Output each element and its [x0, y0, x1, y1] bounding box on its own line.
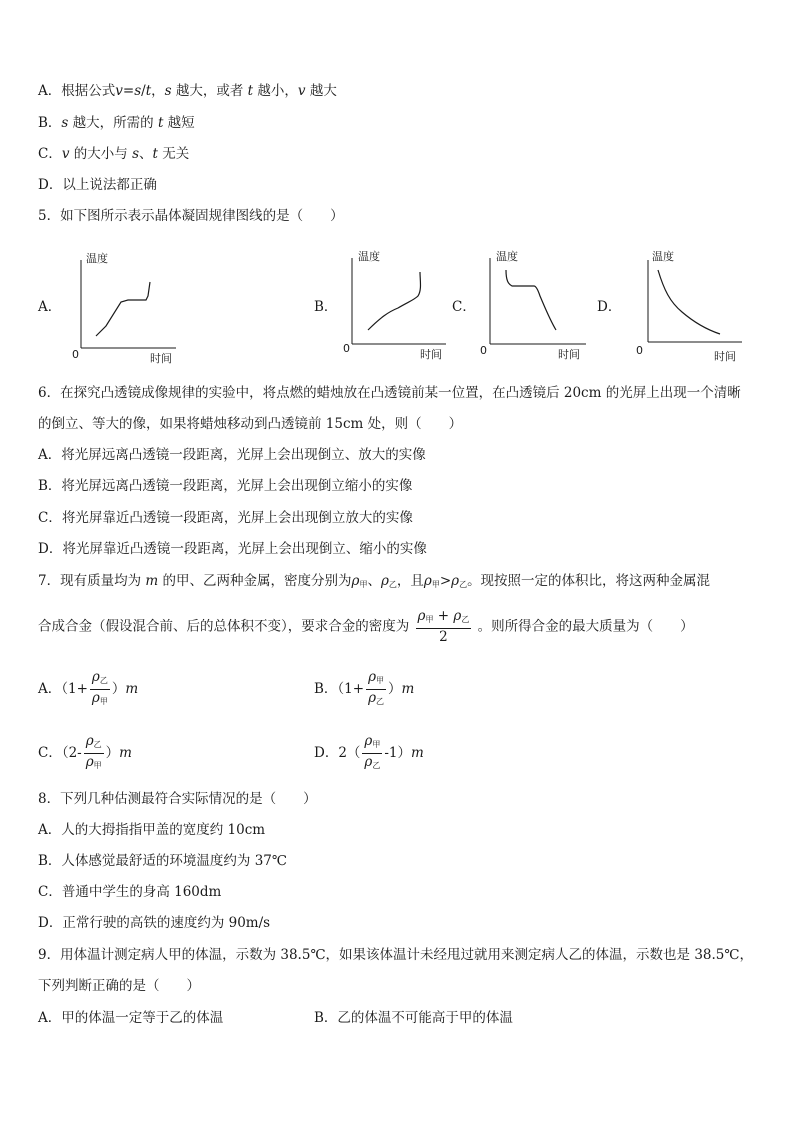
sub-jia: 甲: [93, 761, 102, 770]
graph-d-curve: [658, 270, 720, 334]
var-m: m: [145, 573, 159, 589]
text: ）: [388, 681, 402, 697]
q4-option-a-text: A．根据公式: [38, 83, 116, 99]
rho-symbol: ρ: [380, 573, 389, 589]
text: 的大小与: [69, 146, 133, 162]
rho-symbol: ρ: [85, 733, 94, 749]
text: C．（2-: [38, 745, 82, 761]
fraction-denominator: 2: [439, 629, 448, 645]
graph-a-curve: [96, 282, 150, 336]
q6-option-c: C．将光屏靠近凸透镜一段距离，光屏上会出现倒立放大的实像: [38, 510, 413, 526]
var-t: t: [247, 83, 254, 99]
text: D．2（: [314, 745, 361, 761]
q7-option-a: [38, 669, 138, 710]
q5-option-c-label: C．: [452, 299, 476, 315]
text: 越大: [305, 83, 337, 99]
q7-option-d: [314, 733, 424, 774]
text: 合成合金（假设混合前、后的总体积不变），要求合金的密度为: [38, 618, 410, 635]
sub-jia: 甲: [376, 676, 385, 685]
q5-option-b-label: B．: [314, 299, 338, 315]
q9-stem-line2: 下列判断正确的是（ ）: [38, 978, 200, 994]
var-m: m: [125, 681, 139, 697]
sub-yi: 乙: [388, 580, 397, 589]
sub-yi: 乙: [372, 761, 381, 770]
text: 的甲、乙两种金属，密度分别为: [158, 573, 352, 589]
text: 、: [139, 146, 153, 162]
graph-c-xlabel: 时间: [558, 348, 580, 361]
rho-symbol: ρ: [368, 690, 377, 706]
var-m: m: [401, 681, 415, 697]
fraction-a: [90, 669, 110, 710]
var-t: t: [152, 146, 158, 162]
q8-option-b: B．人体感觉最舒适的环境温度约为 37℃: [38, 853, 287, 869]
text: 。现按照一定的体积比，将这两种金属混: [467, 573, 711, 589]
text: 。则所得合金的最大质量为（ ）: [477, 618, 694, 635]
graph-b-xlabel: 时间: [420, 348, 442, 361]
q4-option-c: [38, 145, 189, 163]
fraction-b: [366, 669, 386, 710]
formula-eq: =: [122, 83, 135, 99]
var-s: s: [61, 115, 69, 131]
var-s: s: [164, 83, 172, 99]
q6-stem-line2: 的倒立、等大的像，如果将蜡烛移动到凸透镜前 15cm 处，则（ ）: [38, 416, 463, 432]
graph-c-ylabel: 温度: [496, 250, 518, 263]
sub-yi: 乙: [93, 740, 102, 749]
plus-sign: +: [437, 608, 450, 624]
q5-option-d-label: D．: [597, 299, 622, 315]
sub-jia: 甲: [431, 580, 440, 589]
sub-jia: 甲: [425, 615, 434, 624]
rho-symbol: ρ: [91, 669, 100, 685]
graph-a-origin: 0: [72, 348, 79, 361]
q4-option-b: [38, 114, 195, 132]
formula-slash: /: [141, 83, 146, 99]
var-s: s: [132, 146, 140, 162]
text: ，且: [396, 573, 424, 589]
fraction-c: [84, 733, 104, 774]
q5-option-a-label: A．: [38, 299, 62, 315]
q7-stem-line2: [38, 608, 694, 646]
graph-c: [476, 244, 596, 364]
text: B．: [38, 115, 62, 131]
formula-v: v: [115, 83, 123, 99]
rho-symbol: ρ: [364, 733, 373, 749]
rho-symbol: ρ: [368, 669, 377, 685]
q7-option-b: [314, 669, 414, 710]
graph-b: [336, 244, 456, 364]
q7-option-c: [38, 733, 132, 774]
gt-sign: >: [439, 573, 452, 589]
var-v: v: [297, 83, 306, 99]
q5-stem: 5．如下图所示表示晶体凝固规律图线的是（ ）: [38, 208, 344, 224]
graph-d-xlabel: 时间: [714, 350, 736, 363]
fraction-d: [362, 733, 382, 774]
q6-option-a: A．将光屏远离凸透镜一段距离，光屏上会出现倒立、放大的实像: [38, 447, 426, 463]
text: ）: [111, 681, 126, 697]
text: C．: [38, 146, 62, 162]
text: -1）: [384, 745, 412, 761]
var-t: t: [157, 115, 164, 131]
sub-jia: 甲: [99, 697, 108, 706]
rho-symbol: ρ: [91, 690, 100, 706]
rho-symbol: ρ: [364, 754, 373, 770]
formula-t: t: [145, 83, 152, 99]
text: 越大，或者: [171, 83, 248, 99]
text: 越小，: [253, 83, 298, 99]
graph-d-ylabel: 温度: [652, 250, 674, 263]
formula-s: s: [134, 83, 142, 99]
q9-option-a: A．甲的体温一定等于乙的体温: [38, 1010, 224, 1026]
var-v: v: [61, 146, 70, 162]
var-m: m: [119, 745, 132, 761]
text: A．（1+: [38, 681, 88, 697]
text: ，: [151, 83, 165, 99]
rho-symbol: ρ: [85, 754, 94, 770]
graph-a-xlabel: 时间: [150, 352, 172, 365]
var-m: m: [411, 745, 424, 761]
graph-a: [66, 246, 186, 366]
graph-d-origin: 0: [636, 344, 643, 357]
rho-symbol: ρ: [417, 608, 426, 624]
q9-stem-line1: 9．用体温计测定病人甲的体温，示数为 38.5℃，如果该体温计未经甩过就用来测定病人乙的体温，示数也是 38.5℃，: [38, 947, 753, 963]
sub-jia: 甲: [359, 580, 368, 589]
q4-option-d: D．以上说法都正确: [38, 177, 157, 193]
q8-stem: 8．下列几种估测最符合实际情况的是（ ）: [38, 791, 317, 807]
graph-a-ylabel: 温度: [86, 252, 108, 265]
q8-option-d: D．正常行驶的高铁的速度约为 90m/s: [38, 915, 271, 931]
density-fraction: [416, 608, 472, 646]
q6-option-b: B．将光屏远离凸透镜一段距离，光屏上会出现倒立缩小的实像: [38, 478, 413, 494]
sub-yi: 乙: [99, 676, 108, 685]
graph-b-ylabel: 温度: [358, 250, 380, 263]
q9-option-b: B．乙的体温不可能高于甲的体温: [314, 1010, 513, 1026]
graph-d: [638, 246, 758, 366]
q6-stem-line1: 6．在探究凸透镜成像规律的实验中，将点燃的蜡烛放在凸透镜前某一位置，在凸透镜后 20cm 的光屏上出现一个清晰: [38, 385, 741, 401]
q8-option-c: C．普通中学生的身高 160dm: [38, 884, 222, 900]
text: ）: [105, 745, 120, 761]
graph-c-origin: 0: [480, 344, 487, 357]
rho-symbol: ρ: [351, 573, 360, 589]
graph-c-curve: [506, 270, 556, 330]
graph-b-curve: [368, 272, 421, 330]
text: 越短: [163, 115, 195, 131]
q7-stem-line1: [38, 572, 710, 594]
sub-jia: 甲: [372, 740, 381, 749]
text: B．（1+: [314, 681, 365, 697]
graph-b-origin: 0: [343, 342, 350, 355]
text: 7．现有质量均为: [38, 573, 146, 589]
text: 越大，所需的: [68, 115, 158, 131]
rho-symbol: ρ: [423, 573, 432, 589]
q8-option-a: A．人的大拇指指甲盖的宽度约 10cm: [38, 822, 266, 838]
rho-symbol: ρ: [451, 573, 460, 589]
q6-option-d: D．将光屏靠近凸透镜一段距离，光屏上会出现倒立、缩小的实像: [38, 541, 427, 557]
sub-yi: 乙: [461, 615, 470, 624]
q4-option-a: [38, 82, 337, 100]
sub-yi: 乙: [459, 580, 468, 589]
sub-yi: 乙: [376, 697, 385, 706]
text: 、: [367, 573, 381, 589]
text: 无关: [157, 146, 190, 162]
rho-symbol: ρ: [453, 608, 462, 624]
